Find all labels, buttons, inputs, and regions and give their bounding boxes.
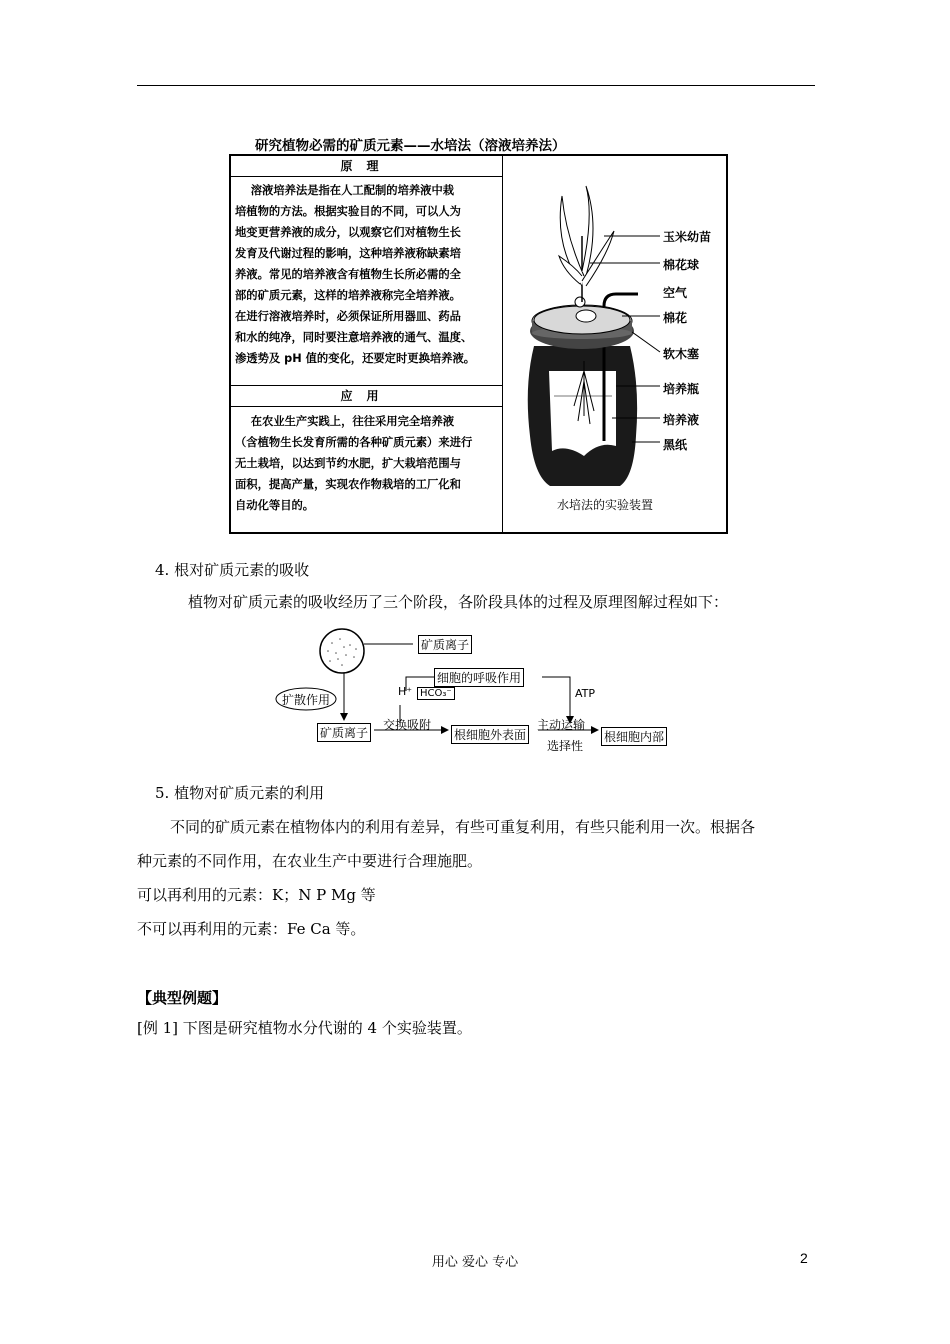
principle-line: 部的矿质元素，这样的培养液称完全培养液。	[235, 289, 461, 302]
header-rule	[137, 85, 815, 86]
h-plus-label: H⁺	[398, 685, 413, 698]
reusable-elements: 可以再利用的元素：K；N P Mg 等	[137, 886, 376, 904]
interior-box: 根细胞内部	[601, 727, 667, 746]
application-line: 自动化等目的。	[235, 499, 315, 512]
apparatus-caption: 水培法的实验装置	[557, 498, 654, 512]
principle-line: 培植物的方法。根据实验目的不同，可以人为	[235, 205, 461, 218]
hco3-label: HCO₃⁻	[417, 687, 455, 700]
application-line: 在农业生产实践上，往往采用完全培养液	[235, 415, 455, 428]
section5-para-line2: 种元素的不同作用，在农业生产中要进行合理施肥。	[137, 852, 483, 870]
application-line: （含植物生长发育所需的各种矿质元素）来进行	[235, 436, 473, 449]
atp-label: ATP	[575, 687, 596, 700]
figure-divider	[502, 156, 503, 532]
ion-bottom-box: 矿质离子	[317, 723, 371, 742]
application-header: 应用	[231, 385, 502, 407]
principle-line: 地变更营养液的成分，以观察它们对植物生长	[235, 226, 461, 239]
application-text	[235, 411, 498, 516]
section4-heading: 4. 根对矿质元素的吸收	[155, 561, 310, 579]
principle-line: 养液。常见的培养液含有植物生长所必需的全	[235, 268, 461, 281]
principle-text	[235, 180, 498, 369]
principle-line: 在进行溶液培养时，必须保证所用器皿、药品	[235, 310, 461, 323]
principle-header: 原理	[231, 156, 502, 177]
ion-top-box: 矿质离子	[418, 635, 472, 654]
selective-label: 选择性	[547, 739, 584, 753]
principle-line: 渗透势及 pH 值的变化，还要定时更换培养液。	[235, 352, 476, 365]
examples-heading: 【典型例题】	[137, 989, 228, 1007]
diffusion-label: 扩散作用	[282, 693, 331, 707]
label-cotton-ball: 棉花球	[663, 258, 700, 272]
label-air: 空气	[663, 286, 688, 300]
active-transport-label: 主动运输	[537, 718, 586, 732]
label-cotton: 棉花	[663, 311, 688, 325]
figure-title: 研究植物必需的矿质元素——水培法（溶液培养法）	[255, 138, 566, 154]
page-number: 2	[800, 1250, 808, 1266]
hydroponics-apparatus-illustration	[504, 156, 726, 532]
section4-intro: 植物对矿质元素的吸收经历了三个阶段，各阶段具体的过程及原理图解过程如下：	[188, 593, 729, 611]
label-bottle: 培养瓶	[663, 382, 700, 396]
footer-slogan: 用心 爱心 专心	[431, 1255, 519, 1270]
principle-line: 发育及代谢过程的影响，这种培养液称缺素培	[235, 247, 461, 260]
example-1: [例 1] 下图是研究植物水分代谢的 4 个实验装置。	[137, 1019, 472, 1037]
section5-heading: 5. 植物对矿质元素的利用	[155, 784, 325, 802]
exchange-label: 交换吸附	[383, 718, 432, 732]
label-black-paper: 黑纸	[663, 438, 688, 452]
figure-box	[229, 154, 728, 534]
label-cork: 软木塞	[663, 347, 700, 361]
section5-para-line1: 不同的矿质元素在植物体内的利用有差异，有些可重复利用，有些只能利用一次。根据各	[170, 818, 756, 836]
respiration-box: 细胞的呼吸作用	[434, 668, 524, 687]
nonreusable-elements: 不可以再利用的元素：Fe Ca 等。	[137, 920, 366, 938]
label-solution: 培养液	[663, 413, 700, 427]
application-line: 无土栽培，以达到节约水肥，扩大栽培范围与	[235, 457, 461, 470]
principle-line: 溶液培养法是指在人工配制的培养液中栽	[235, 184, 455, 197]
principle-line: 和水的纯净，同时要注意培养液的通气、温度、	[235, 331, 473, 344]
label-seedling: 玉米幼苗	[663, 230, 712, 244]
application-line: 面积，提高产量，实现农作物栽培的工厂化和	[235, 478, 461, 491]
surface-box: 根细胞外表面	[451, 725, 529, 744]
